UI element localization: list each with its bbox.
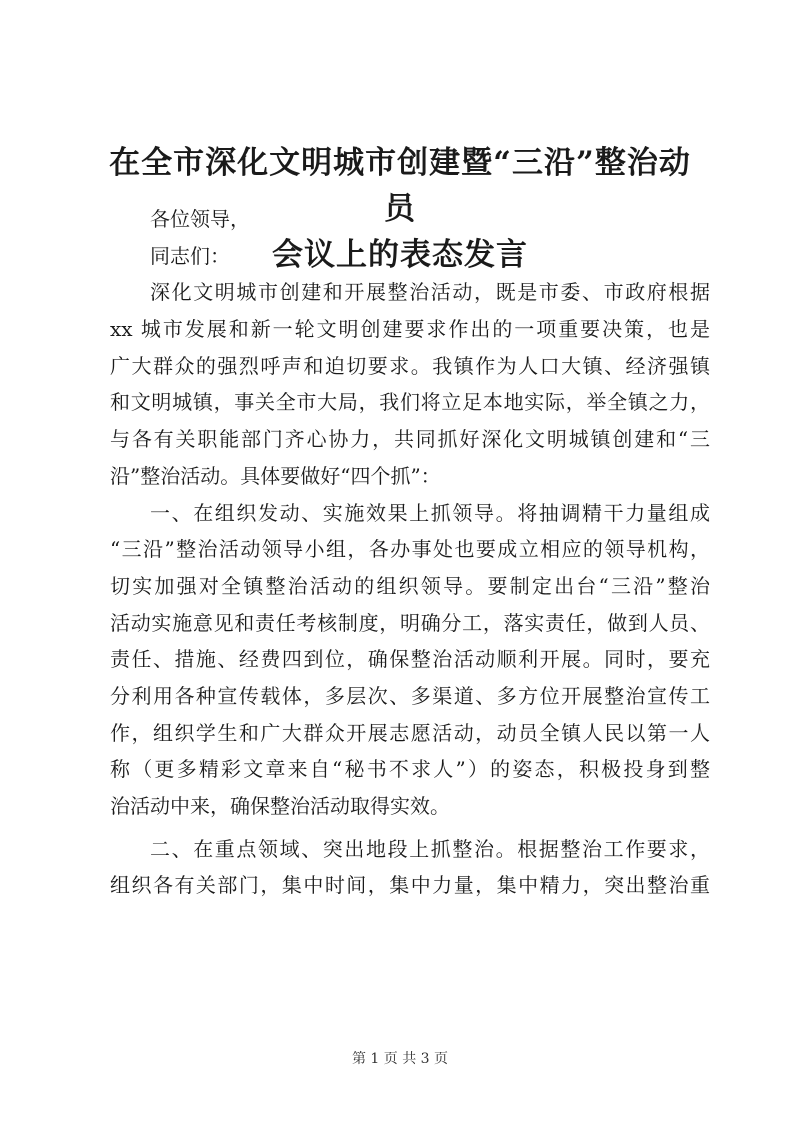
title-line-2: 会议上的表态发言 xyxy=(272,237,528,273)
page-footer: 第 1 页 共 3 页 xyxy=(351,1051,449,1067)
paragraph-line: 广大群众的强烈呼声和迫切要求。我镇作为人口大镇、经济强镇 xyxy=(110,353,710,378)
greeting-comrades: 同志们： xyxy=(150,243,230,268)
paragraph-line: xx 城市发展和新一轮文明创建要求作出的一项重要决策，也是 xyxy=(110,317,710,342)
paragraph-line: 治活动中来，确保整治活动取得实效。 xyxy=(110,794,450,818)
paragraph-2 xyxy=(110,495,710,825)
paragraph-line: 组织各有关部门，集中时间，集中力量，集中精力，突出整治重 xyxy=(110,873,710,898)
paragraph-line: 和文明城镇，事关全市大局，我们将立足本地实际，举全镇之力， xyxy=(110,390,710,415)
paragraph-1 xyxy=(110,274,710,494)
paragraph-3 xyxy=(110,831,710,904)
paragraph-line: 切实加强对全镇整治活动的组织领导。要制定出台“三沿”整治 xyxy=(110,573,710,598)
paragraph-line: 一、在组织发动、实施效果上抓领导。将抽调精干力量组成 xyxy=(150,500,710,525)
paragraph-line: 与各有关职能部门齐心协力，共同抓好深化文明城镇创建和“三 xyxy=(110,427,710,452)
paragraph-line: “三沿”整治活动领导小组，各办事处也要成立相应的领导机构， xyxy=(110,537,710,562)
paragraph-line: 称（更多精彩文章来自“秘书不求人”）的姿态，积极投身到整 xyxy=(110,757,710,782)
paragraph-line: 二、在重点领域、突出地段上抓整治。根据整治工作要求， xyxy=(150,836,710,861)
document-body xyxy=(110,201,710,904)
paragraph-line: 沿”整治活动。具体要做好“四个抓”： xyxy=(110,463,441,488)
paragraph-line: 活动实施意见和责任考核制度，明确分工，落实责任，做到人员、 xyxy=(110,610,710,635)
paragraph-line: 责任、措施、经费四到位，确保整治活动顺利开展。同时，要充 xyxy=(110,647,710,672)
paragraph-line: 深化文明城市创建和开展整治活动，既是市委、市政府根据 xyxy=(150,280,710,305)
paragraph-line: 分利用各种宣传载体，多层次、多渠道、多方位开展整治宣传工 xyxy=(110,683,710,708)
greeting-leaders: 各位领导， xyxy=(150,207,250,231)
paragraph-line: 作，组织学生和广大群众开展志愿活动，动员全镇人民以第一人 xyxy=(110,720,710,745)
title-line-1: 在全市深化文明城市创建暨“三沿”整治动员 xyxy=(109,145,691,227)
